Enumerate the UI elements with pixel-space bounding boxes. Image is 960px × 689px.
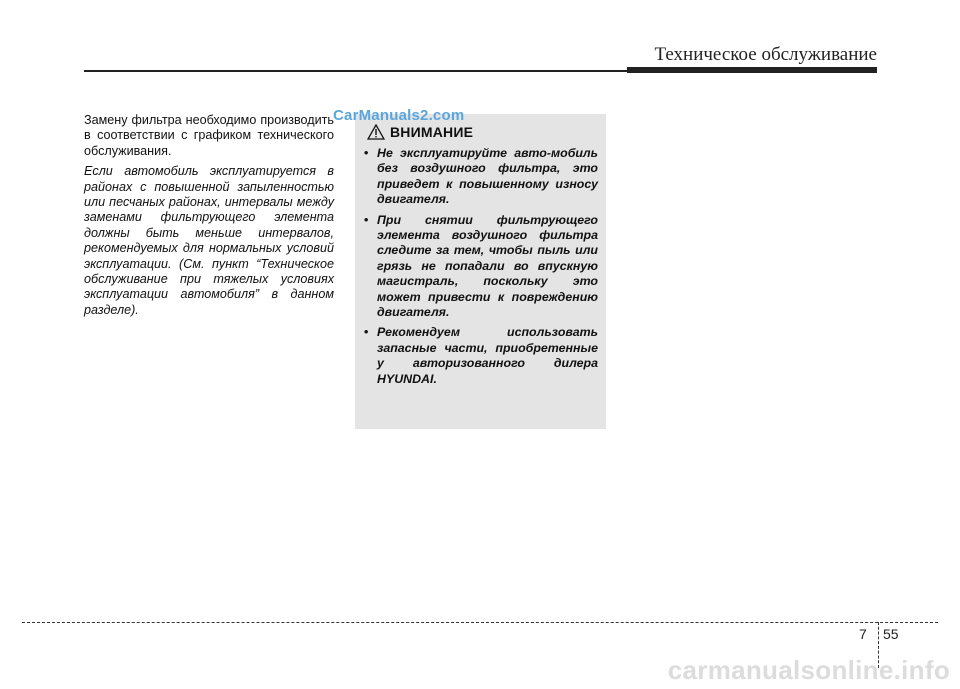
- warning-list: [364, 146, 598, 392]
- header-divider-thin: [84, 70, 629, 72]
- body-text-column: [84, 113, 334, 323]
- warning-box: [355, 114, 606, 429]
- page-number: 55: [883, 626, 899, 642]
- header-divider-thick: [627, 67, 877, 73]
- warning-triangle-icon: [367, 124, 385, 140]
- warning-header: [367, 124, 473, 140]
- warning-item: • Не эксплуатируйте авто-мобиль без воздушного фильтра, это приведет к повышенному износу двигателя.: [364, 146, 598, 207]
- body-paragraph-2: Если автомобиль эксплуатируется в районах с повышенной запыленностью или песчаных районах, интервалы между заменами фильтрующего элемента должны быть меньше интервалов, рекомендуемых для нормальных условий эксплуатации. (См. пункт “Техническое обслуживание при тяжелых условиях эксплуатации автомобиля” в данном разделе).: [84, 164, 334, 317]
- watermark-top: CarManuals2.com: [333, 107, 465, 124]
- warning-item: • Рекомендуем использовать запасные части, приобретенные у авторизованного дилера HYUNDAI.: [364, 325, 598, 386]
- footer-divider: [22, 622, 938, 623]
- section-title: Техническое обслуживание: [654, 44, 877, 65]
- chapter-number: 7: [859, 626, 867, 642]
- warning-item: • При снятии фильтрующего элемента воздушного фильтра следите за тем, чтобы пыль или грязь не попадали во впускную магистраль, поскольку это может привести к повреждению двигателя.: [364, 212, 598, 320]
- watermark-bottom: carmanualsonline.info: [667, 655, 950, 685]
- warning-title: ВНИМАНИЕ: [390, 124, 474, 140]
- body-paragraph-1: Замену фильтра необходимо производить в соответствии с графиком технического обслуживания.: [84, 113, 334, 158]
